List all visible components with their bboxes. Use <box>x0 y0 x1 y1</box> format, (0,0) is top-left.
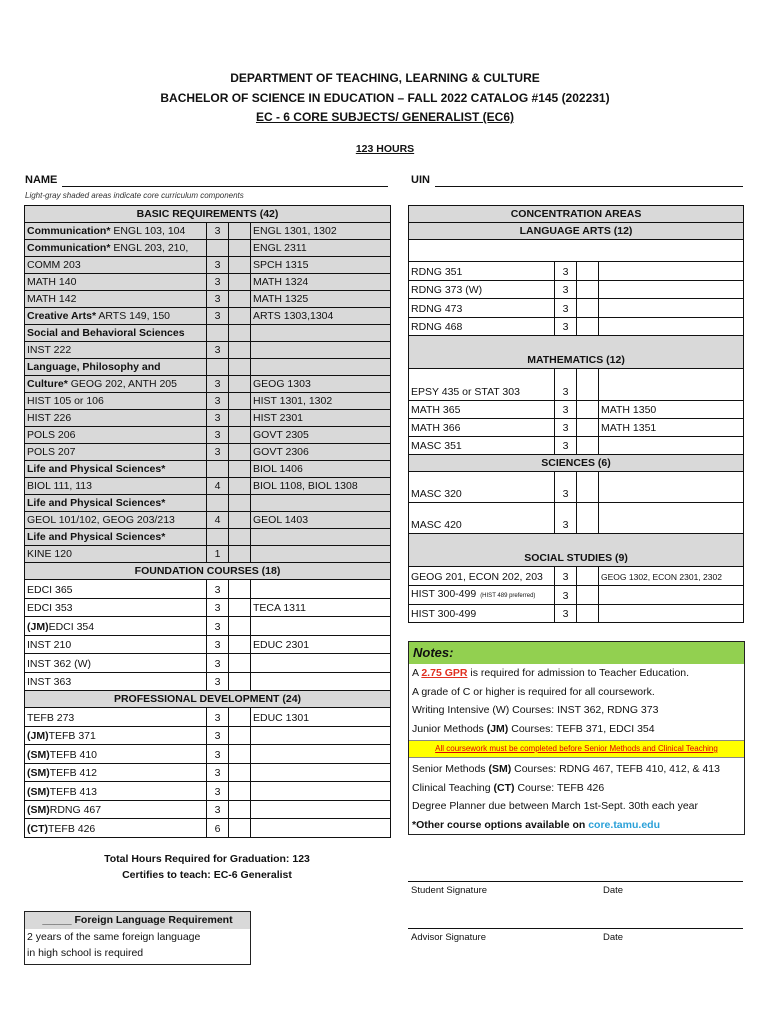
transfer-equivalent: BIOL 1406 <box>251 461 391 478</box>
foreign-line-1: 2 years of the same foreign language <box>27 931 201 943</box>
course-row <box>25 393 391 410</box>
course-name: HIST 105 or 106 <box>25 393 207 410</box>
la-spacer <box>409 240 744 262</box>
course-row <box>25 478 391 495</box>
course-row <box>25 598 391 617</box>
transfer-equivalent: ENGL 1301, 1302 <box>251 223 391 240</box>
total-required: Total Hours Required for Graduation: 123 <box>104 853 310 865</box>
language-arts-header-row <box>409 223 744 240</box>
course-hours: 3 <box>555 585 577 604</box>
grade-cell[interactable] <box>229 223 251 240</box>
course-name: MASC 420 <box>409 503 555 534</box>
foundation-courses-header-row <box>25 563 391 580</box>
course-name: EDCI 353 <box>25 598 207 617</box>
course-name: MASC 351 <box>409 437 555 455</box>
sciences-header: SCIENCES (6) <box>409 455 744 472</box>
course-name: Life and Physical Sciences* <box>25 461 207 478</box>
course-hours: 3 <box>207 800 229 819</box>
course-hours: 3 <box>555 369 577 401</box>
foundation-courses-header: FOUNDATION COURSES (18) <box>25 563 391 580</box>
transfer-equivalent: TECA 1311 <box>251 598 391 617</box>
course-hours: 3 <box>207 745 229 764</box>
course-name: TEFB 273 <box>25 708 207 727</box>
course-row <box>25 359 391 376</box>
note-grade: A grade of C or higher is required for all coursework. <box>412 685 655 698</box>
transfer-equivalent: EDUC 1301 <box>251 708 391 727</box>
la-spacer-cell <box>409 240 744 262</box>
concentration-areas-header: CONCENTRATION AREAS <box>409 206 744 223</box>
transfer-equivalent <box>251 342 391 359</box>
course-hours: 3 <box>207 376 229 393</box>
course-hours: 3 <box>207 654 229 673</box>
grade-cell[interactable] <box>229 427 251 444</box>
course-name: INST 362 (W) <box>25 654 207 673</box>
course-name: INST 363 <box>25 672 207 691</box>
grade-cell[interactable] <box>577 503 599 534</box>
grade-cell[interactable] <box>229 512 251 529</box>
transfer-equivalent <box>251 654 391 673</box>
grade-cell[interactable] <box>229 240 251 257</box>
course-row <box>409 299 744 318</box>
course-name: HIST 226 <box>25 410 207 427</box>
uin-field[interactable] <box>435 186 743 187</box>
course-hours: 3 <box>555 567 577 586</box>
course-row <box>409 369 744 401</box>
course-hours: 3 <box>207 444 229 461</box>
course-hours: 3 <box>207 708 229 727</box>
foreign-language-title: _____ Foreign Language Requirement <box>25 912 250 929</box>
course-name: Communication* ENGL 103, 104 <box>25 223 207 240</box>
advisor-signature-label: Advisor Signature <box>411 932 486 943</box>
course-name: HIST 300-499 (HIST 489 preferred) <box>409 585 555 604</box>
course-name: RDNG 473 <box>409 299 555 318</box>
professional-development-header-row <box>25 691 391 708</box>
course-hours <box>207 240 229 257</box>
course-row <box>25 461 391 478</box>
grade-cell[interactable] <box>229 782 251 801</box>
course-hours: 3 <box>207 763 229 782</box>
course-hours: 3 <box>555 401 577 419</box>
language-arts-header: LANGUAGE ARTS (12) <box>409 223 744 240</box>
course-name: COMM 203 <box>25 257 207 274</box>
grade-cell[interactable] <box>577 299 599 318</box>
transfer-equivalent: HIST 1301, 1302 <box>251 393 391 410</box>
grade-cell[interactable] <box>229 617 251 636</box>
core-link[interactable]: core.tamu.edu <box>588 818 660 831</box>
course-hours: 3 <box>555 262 577 281</box>
foreign-line-2: in high school is required <box>27 947 144 959</box>
grade-cell[interactable] <box>229 580 251 599</box>
course-row <box>409 317 744 336</box>
course-name: RDNG 351 <box>409 262 555 281</box>
course-row <box>25 800 391 819</box>
transfer-equivalent: GEOL 1403 <box>251 512 391 529</box>
note-warning: All coursework must be completed before Senior Methods and Clinical Teaching <box>409 740 744 758</box>
course-hours <box>207 495 229 512</box>
transfer-equivalent <box>251 800 391 819</box>
course-name: Culture* GEOG 202, ANTH 205 <box>25 376 207 393</box>
grade-cell[interactable] <box>577 369 599 401</box>
course-name: KINE 120 <box>25 546 207 563</box>
course-row <box>25 427 391 444</box>
name-label: NAME <box>25 174 58 186</box>
transfer-equivalent <box>599 472 744 503</box>
course-hours: 3 <box>555 604 577 623</box>
grade-cell[interactable] <box>229 654 251 673</box>
grade-cell[interactable] <box>577 567 599 586</box>
course-row <box>25 223 391 240</box>
course-name: MATH 142 <box>25 291 207 308</box>
grade-cell[interactable] <box>577 401 599 419</box>
course-row <box>25 376 391 393</box>
transfer-equivalent <box>599 503 744 534</box>
course-hours: 3 <box>555 299 577 318</box>
grade-cell[interactable] <box>229 478 251 495</box>
course-row <box>25 529 391 546</box>
course-hours: 3 <box>207 726 229 745</box>
transfer-equivalent: MATH 1350 <box>599 401 744 419</box>
course-name: Life and Physical Sciences* <box>25 495 207 512</box>
grade-cell[interactable] <box>577 585 599 604</box>
course-name: (JM)EDCI 354 <box>25 617 207 636</box>
grade-cell[interactable] <box>229 359 251 376</box>
course-name: POLS 206 <box>25 427 207 444</box>
course-name: (SM)TEFB 410 <box>25 745 207 764</box>
course-name: Communication* ENGL 203, 210, <box>25 240 207 257</box>
course-name: Creative Arts* ARTS 149, 150 <box>25 308 207 325</box>
course-name: MATH 366 <box>409 419 555 437</box>
course-row <box>25 546 391 563</box>
course-name: Social and Behavioral Sciences <box>25 325 207 342</box>
transfer-equivalent <box>251 745 391 764</box>
grade-cell[interactable] <box>229 745 251 764</box>
course-hours: 3 <box>207 782 229 801</box>
course-name: Language, Philosophy and <box>25 359 207 376</box>
math-header-row <box>409 336 744 369</box>
course-row <box>25 580 391 599</box>
course-hours: 3 <box>207 427 229 444</box>
grade-cell[interactable] <box>229 444 251 461</box>
transfer-equivalent: MATH 1351 <box>599 419 744 437</box>
transfer-equivalent: GOVT 2305 <box>251 427 391 444</box>
course-row <box>25 308 391 325</box>
basic-requirements-header: BASIC REQUIREMENTS (42) <box>25 206 391 223</box>
note-other: *Other course options available on core.tamu.edu <box>412 818 660 831</box>
transfer-equivalent: GOVT 2306 <box>251 444 391 461</box>
transfer-equivalent <box>251 359 391 376</box>
course-hours <box>207 325 229 342</box>
grade-cell[interactable] <box>229 708 251 727</box>
transfer-equivalent <box>251 529 391 546</box>
course-name: (CT)TEFB 426 <box>25 819 207 838</box>
course-name: (SM)RDNG 467 <box>25 800 207 819</box>
concentration-areas-header-row <box>409 206 744 223</box>
note-planner: Degree Planner due between March 1st-Sept. 30th each year <box>412 800 699 812</box>
grade-cell[interactable] <box>577 437 599 455</box>
course-hours <box>207 529 229 546</box>
course-row <box>25 274 391 291</box>
course-hours: 3 <box>207 274 229 291</box>
note-clinical: Clinical Teaching (CT) Course: TEFB 426 <box>412 781 605 794</box>
grade-cell[interactable] <box>229 291 251 308</box>
transfer-equivalent <box>251 617 391 636</box>
note-gpr: A 2.75 GPR is required for admission to Teacher Education. <box>412 667 690 679</box>
course-row <box>409 262 744 281</box>
course-hours: 3 <box>207 635 229 654</box>
course-row <box>25 257 391 274</box>
student-signature-label: Student Signature <box>411 885 488 896</box>
shaded-note: Light-gray shaded areas indicate core curriculum components <box>25 191 244 200</box>
grade-cell[interactable] <box>577 317 599 336</box>
course-row <box>25 745 391 764</box>
grade-cell[interactable] <box>577 262 599 281</box>
course-hours: 3 <box>207 291 229 308</box>
course-hours: 3 <box>555 472 577 503</box>
course-hours: 3 <box>207 672 229 691</box>
course-row <box>409 604 744 623</box>
course-row <box>25 672 391 691</box>
course-hours: 3 <box>207 308 229 325</box>
transfer-equivalent <box>599 585 744 604</box>
grade-cell[interactable] <box>229 800 251 819</box>
grade-cell[interactable] <box>229 325 251 342</box>
transfer-equivalent: MATH 1325 <box>251 291 391 308</box>
course-row <box>409 437 744 455</box>
note-writing: Writing Intensive (W) Courses: INST 362, RDNG 373 <box>412 704 659 716</box>
grade-cell[interactable] <box>229 274 251 291</box>
transfer-equivalent <box>599 317 744 336</box>
course-hours: 3 <box>207 598 229 617</box>
transfer-equivalent: HIST 2301 <box>251 410 391 427</box>
course-name: GEOL 101/102, GEOG 203/213 <box>25 512 207 529</box>
course-name: GEOG 201, ECON 202, 203 <box>409 567 555 586</box>
grade-cell[interactable] <box>229 672 251 691</box>
course-hours: 3 <box>207 257 229 274</box>
transfer-equivalent: ARTS 1303,1304 <box>251 308 391 325</box>
course-row <box>25 325 391 342</box>
transfer-equivalent <box>251 546 391 563</box>
course-row <box>25 410 391 427</box>
uin-label: UIN <box>411 174 430 186</box>
course-name: POLS 207 <box>25 444 207 461</box>
course-row <box>409 401 744 419</box>
grade-cell[interactable] <box>229 410 251 427</box>
course-hours: 3 <box>207 223 229 240</box>
transfer-equivalent: EDUC 2301 <box>251 635 391 654</box>
course-hours: 3 <box>207 617 229 636</box>
course-name: (JM)TEFB 371 <box>25 726 207 745</box>
grade-cell[interactable] <box>229 546 251 563</box>
student-date-label: Date <box>603 885 624 896</box>
grade-cell[interactable] <box>229 461 251 478</box>
course-row <box>25 819 391 838</box>
course-hours: 3 <box>207 410 229 427</box>
transfer-equivalent <box>251 763 391 782</box>
course-name: RDNG 373 (W) <box>409 280 555 299</box>
advisor-signature-line[interactable] <box>408 928 743 929</box>
grade-cell[interactable] <box>229 598 251 617</box>
grade-cell[interactable] <box>229 819 251 838</box>
course-row <box>25 512 391 529</box>
course-row <box>25 708 391 727</box>
advisor-date-label: Date <box>603 932 624 943</box>
course-name: Life and Physical Sciences* <box>25 529 207 546</box>
course-row <box>409 567 744 586</box>
transfer-equivalent <box>599 437 744 455</box>
ss-header-row <box>409 534 744 567</box>
transfer-equivalent <box>599 280 744 299</box>
transfer-equivalent <box>599 369 744 401</box>
course-row <box>409 280 744 299</box>
social-studies-header: SOCIAL STUDIES (9) <box>409 534 744 567</box>
notes-title: Notes: <box>409 642 744 664</box>
transfer-equivalent: GEOG 1302, ECON 2301, 2302 <box>599 567 744 586</box>
grade-cell[interactable] <box>229 342 251 359</box>
course-row <box>409 503 744 534</box>
course-name: HIST 300-499 <box>409 604 555 623</box>
transfer-equivalent <box>251 819 391 838</box>
course-name: INST 222 <box>25 342 207 359</box>
grade-cell[interactable] <box>229 726 251 745</box>
course-name: (SM)TEFB 413 <box>25 782 207 801</box>
course-row <box>25 444 391 461</box>
transfer-equivalent: BIOL 1108, BIOL 1308 <box>251 478 391 495</box>
course-hours: 6 <box>207 819 229 838</box>
course-hours: 4 <box>207 512 229 529</box>
course-hours: 4 <box>207 478 229 495</box>
grade-cell[interactable] <box>577 280 599 299</box>
course-row <box>409 472 744 503</box>
transfer-equivalent <box>251 672 391 691</box>
course-name: RDNG 468 <box>409 317 555 336</box>
note-junior: Junior Methods (JM) Courses: TEFB 371, EDCI 354 <box>412 722 655 735</box>
sciences-header-row <box>409 455 744 472</box>
course-row <box>25 782 391 801</box>
course-hours <box>207 461 229 478</box>
grade-cell[interactable] <box>577 419 599 437</box>
transfer-equivalent <box>251 325 391 342</box>
transfer-equivalent <box>599 299 744 318</box>
grade-cell[interactable] <box>229 495 251 512</box>
degree-title: BACHELOR OF SCIENCE IN EDUCATION – FALL 2022 CATALOG #145 (202231) <box>160 91 610 105</box>
mathematics-header: MATHEMATICS (12) <box>409 336 744 369</box>
note-senior: Senior Methods (SM) Courses: RDNG 467, TEFB 410, 412, & 413 <box>412 763 720 775</box>
course-name: EPSY 435 or STAT 303 <box>409 369 555 401</box>
total-hours: 123 HOURS <box>355 143 415 155</box>
foreign-language-box <box>24 911 251 965</box>
course-row <box>25 240 391 257</box>
transfer-equivalent: SPCH 1315 <box>251 257 391 274</box>
course-hours: 3 <box>555 419 577 437</box>
transfer-equivalent <box>599 604 744 623</box>
professional-development-header: PROFESSIONAL DEVELOPMENT (24) <box>25 691 391 708</box>
course-row <box>25 291 391 308</box>
course-name: EDCI 365 <box>25 580 207 599</box>
course-name: BIOL 111, 113 <box>25 478 207 495</box>
course-row <box>409 419 744 437</box>
course-hours: 3 <box>555 437 577 455</box>
course-hours: 3 <box>555 280 577 299</box>
course-hours: 3 <box>207 393 229 410</box>
course-row <box>409 585 744 604</box>
grade-cell[interactable] <box>229 376 251 393</box>
grade-cell[interactable] <box>229 763 251 782</box>
course-row <box>25 495 391 512</box>
course-row <box>25 635 391 654</box>
transfer-equivalent: ENGL 2311 <box>251 240 391 257</box>
course-row <box>25 726 391 745</box>
course-row <box>25 617 391 636</box>
grade-cell[interactable] <box>229 635 251 654</box>
certifies: Certifies to teach: EC-6 Generalist <box>122 869 292 881</box>
course-hours: 3 <box>555 317 577 336</box>
transfer-equivalent <box>251 726 391 745</box>
grade-cell[interactable] <box>577 604 599 623</box>
course-hours: 3 <box>207 580 229 599</box>
notes-box <box>408 641 745 835</box>
transfer-equivalent: MATH 1324 <box>251 274 391 291</box>
program-title: EC - 6 CORE SUBJECTS/ GENERALIST (EC6) <box>255 110 515 124</box>
basic-requirements-header-row <box>25 206 391 223</box>
course-row <box>25 654 391 673</box>
course-name: MATH 140 <box>25 274 207 291</box>
concentration-table <box>408 205 744 623</box>
course-hours: 3 <box>555 503 577 534</box>
grade-cell[interactable] <box>229 393 251 410</box>
course-row <box>25 763 391 782</box>
course-row <box>25 342 391 359</box>
grade-cell[interactable] <box>229 257 251 274</box>
course-hours: 1 <box>207 546 229 563</box>
name-field[interactable] <box>62 186 388 187</box>
course-name: MASC 320 <box>409 472 555 503</box>
course-hours <box>207 359 229 376</box>
left-requirements-table <box>24 205 391 838</box>
transfer-equivalent <box>251 580 391 599</box>
course-name: MATH 365 <box>409 401 555 419</box>
grade-cell[interactable] <box>229 529 251 546</box>
grade-cell[interactable] <box>577 472 599 503</box>
student-signature-line[interactable] <box>408 881 743 882</box>
grade-cell[interactable] <box>229 308 251 325</box>
dept-title: DEPARTMENT OF TEACHING, LEARNING & CULTURE <box>230 71 540 85</box>
course-name: INST 210 <box>25 635 207 654</box>
transfer-equivalent: GEOG 1303 <box>251 376 391 393</box>
transfer-equivalent <box>251 495 391 512</box>
transfer-equivalent <box>599 262 744 281</box>
transfer-equivalent <box>251 782 391 801</box>
course-name: (SM)TEFB 412 <box>25 763 207 782</box>
course-hours: 3 <box>207 342 229 359</box>
